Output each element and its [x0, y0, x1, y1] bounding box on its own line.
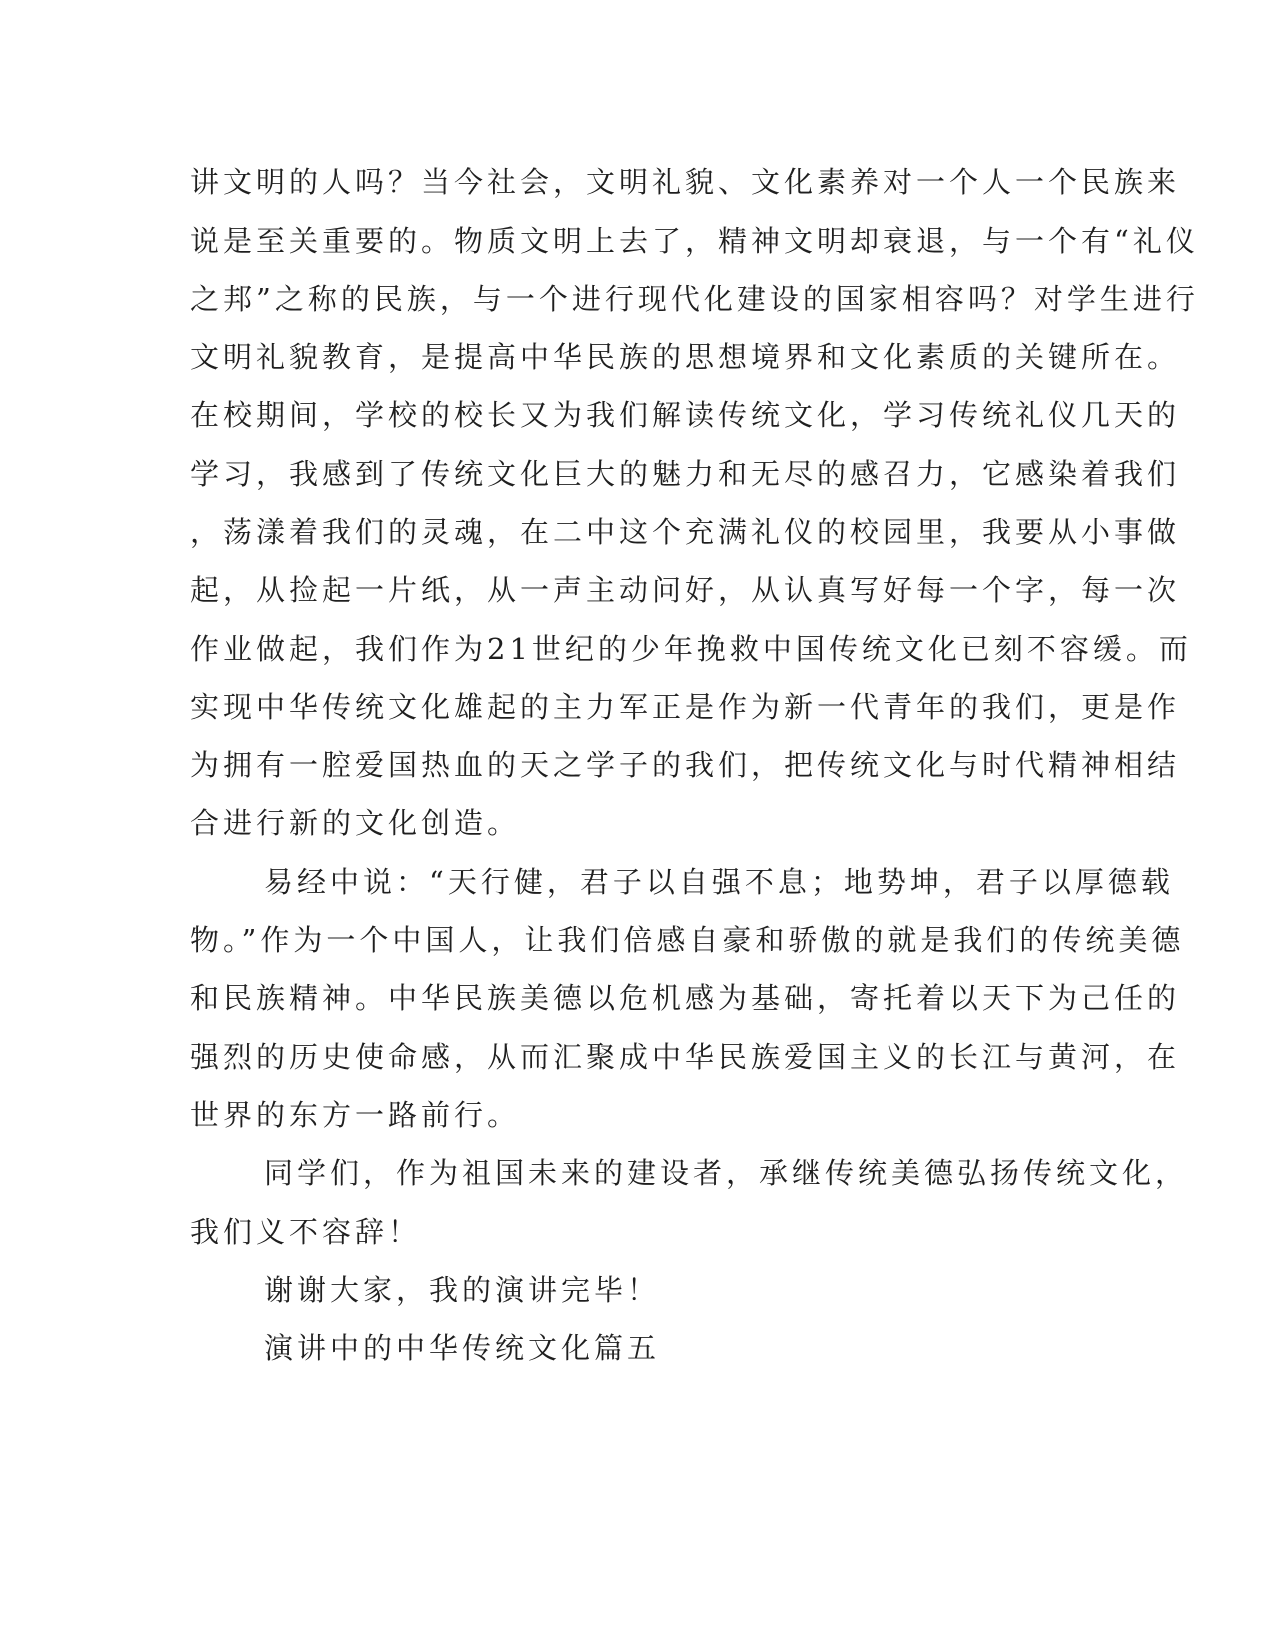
- paragraph-start-line: 同学们，作为祖国未来的建设者，承继传统美德弘扬传统文化，: [264, 1156, 1189, 1190]
- text-line: 为拥有一腔爱国热血的天之学子的我们，把传统文化与时代精神相结: [190, 748, 1181, 782]
- text-line: 起，从捡起一片纸，从一声主动问好，从认真写好每一个字，每一次: [190, 573, 1181, 607]
- text-line: 之邦”之称的民族，与一个进行现代化建设的国家相容吗？对学生进行: [190, 282, 1199, 316]
- text-line: 和民族精神。中华民族美德以危机感为基础，寄托着以天下为己任的: [190, 981, 1181, 1015]
- section-heading: 演讲中的中华传统文化篇五: [264, 1331, 661, 1365]
- text-line: 世界的东方一路前行。: [190, 1098, 521, 1132]
- text-line: 强烈的历史使命感，从而汇聚成中华民族爱国主义的长江与黄河，在: [190, 1040, 1181, 1074]
- closing-line: 谢谢大家，我的演讲完毕！: [264, 1273, 661, 1307]
- text-line: 学习，我感到了传统文化巨大的魅力和无尽的感召力，它感染着我们: [190, 457, 1181, 491]
- paragraph-start-line: 易经中说：“天行健，君子以自强不息；地势坤，君子以厚德载: [264, 865, 1174, 899]
- text-line: 合进行新的文化创造。: [190, 806, 521, 840]
- text-line: 我们义不容辞！: [190, 1215, 422, 1249]
- text-line: 讲文明的人吗？当今社会，文明礼貌、文化素养对一个人一个民族来: [190, 165, 1181, 199]
- text-line: 在校期间，学校的校长又为我们解读传统文化，学习传统礼仪几天的: [190, 398, 1181, 432]
- text-line: ，荡漾着我们的灵魂，在二中这个充满礼仪的校园里，我要从小事做: [190, 515, 1181, 549]
- text-line: 文明礼貌教育，是提高中华民族的思想境界和文化素质的关键所在。: [190, 340, 1181, 374]
- text-line: 说是至关重要的。物质文明上去了，精神文明却衰退，与一个有“礼仪: [190, 224, 1199, 258]
- text-line: 实现中华传统文化雄起的主力军正是作为新一代青年的我们，更是作: [190, 690, 1181, 724]
- text-line: 作业做起，我们作为21世纪的少年挽救中国传统文化已刻不容缓。而: [190, 632, 1192, 666]
- text-line: 物。”作为一个中国人，让我们倍感自豪和骄傲的就是我们的传统美德: [190, 923, 1185, 957]
